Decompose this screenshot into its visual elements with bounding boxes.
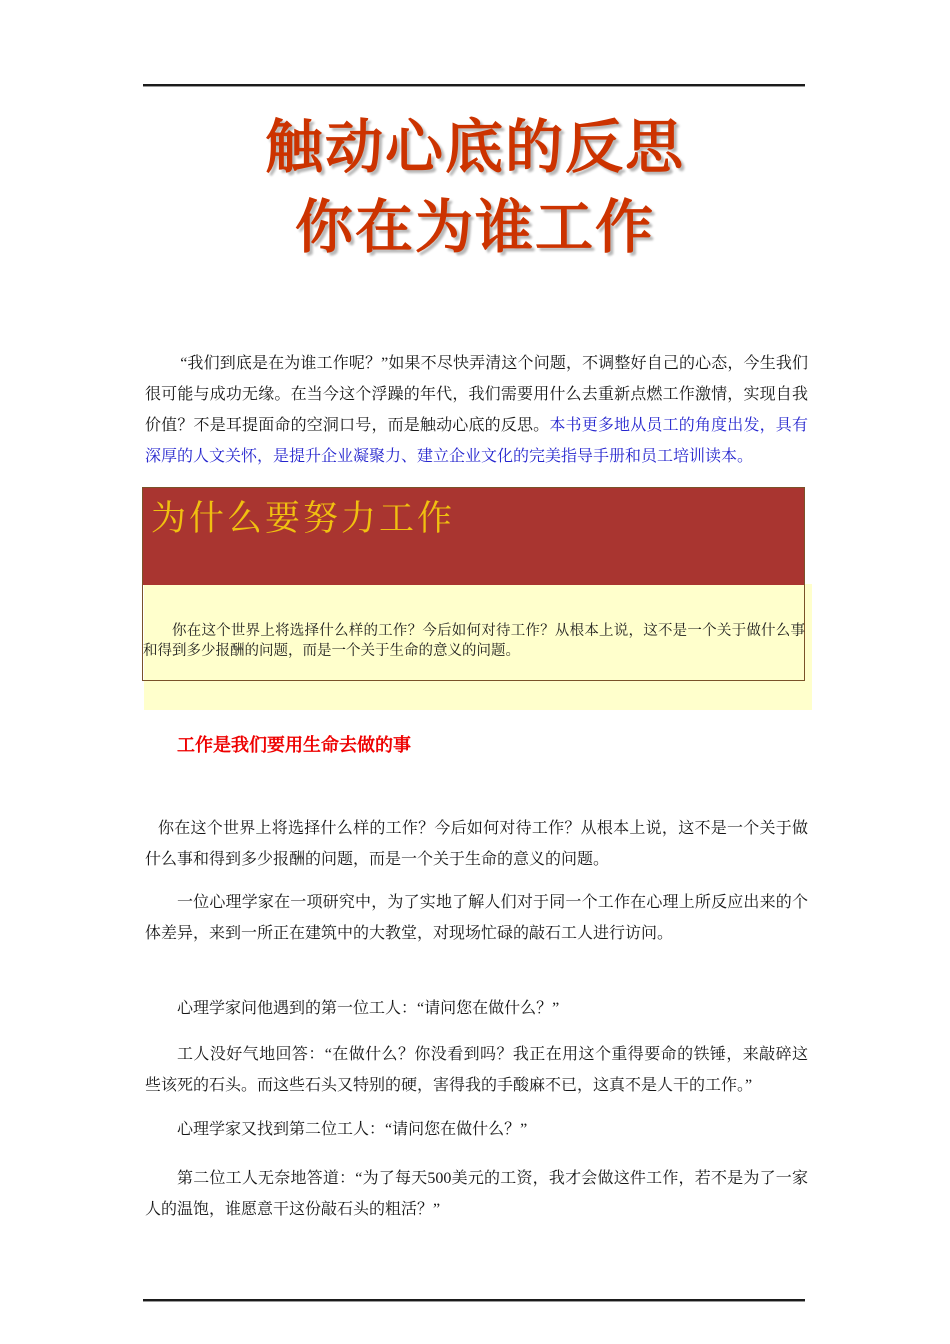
paragraph: 心理学家问他遇到的第一位工人：“请问您在做什么？” (177, 1000, 560, 1017)
bottom-horizontal-rule (143, 1299, 805, 1302)
section-heading: 工作是我们要用生命去做的事 (177, 735, 411, 755)
intro-text-blue: 本书更多地从员工的角度出发，具有深厚的人文关怀，是提升企业凝聚力、建立企业文化的完美指导手册和员工培训读本。 (145, 417, 808, 465)
doc-title-line2: 你在为谁工作 (294, 195, 655, 260)
paragraph: 一位心理学家在一项研究中，为了实地了解人们对于同一个工作在心理上所反应出来的个体差异，来到一所正在建筑中的大教堂，对现场忙碌的敲石工人进行访问。 (145, 894, 808, 942)
paragraph: 你在这个世界上将选择什么样的工作？今后如何对待工作？从根本上说，这不是一个关于做什么事和得到多少报酬的问题，而是一个关于生命的意义的问题。 (145, 820, 808, 868)
paragraph: 第二位工人无奈地答道：“为了每天500美元的工资，我才会做这件工作，若不是为了一家人的温饱，谁愿意干这份敲石头的粗活？” (145, 1170, 808, 1218)
banner-title: 为什么要努力工作 (151, 499, 456, 538)
paragraph: 工人没好气地回答：“在做什么？你没看到吗？我正在用这个重得要命的铁锤，来敲碎这些该死的石头。而这些石头又特别的硬，害得我的手酸麻不已，这真不是人干的工作。” (145, 1046, 808, 1094)
top-horizontal-rule (143, 84, 805, 87)
banner-red-bar (143, 488, 804, 585)
banner-quote-text: 你在这个世界上将选择什么样的工作？今后如何对待工作？从根本上说，这不是一个关于做什么事和得到多少报酬的问题，而是一个关于生命的意义的问题。 (143, 622, 805, 659)
doc-title-line1: 触动心底的反思 (264, 115, 685, 180)
intro-text-black: “我们到底是在为谁工作呢？”如果不尽快弄清这个问题，不调整好自己的心态，今生我们很可能与成功无缘。在当今这个浮躁的年代，我们需要用什么去重新点燃工作激情，实现自我价值？不是耳提面命的空洞口号，而是触动心底的反思。 (145, 355, 808, 434)
paragraph: 心理学家又找到第二位工人：“请问您在做什么？” (177, 1121, 528, 1138)
intro-paragraph (145, 348, 808, 472)
